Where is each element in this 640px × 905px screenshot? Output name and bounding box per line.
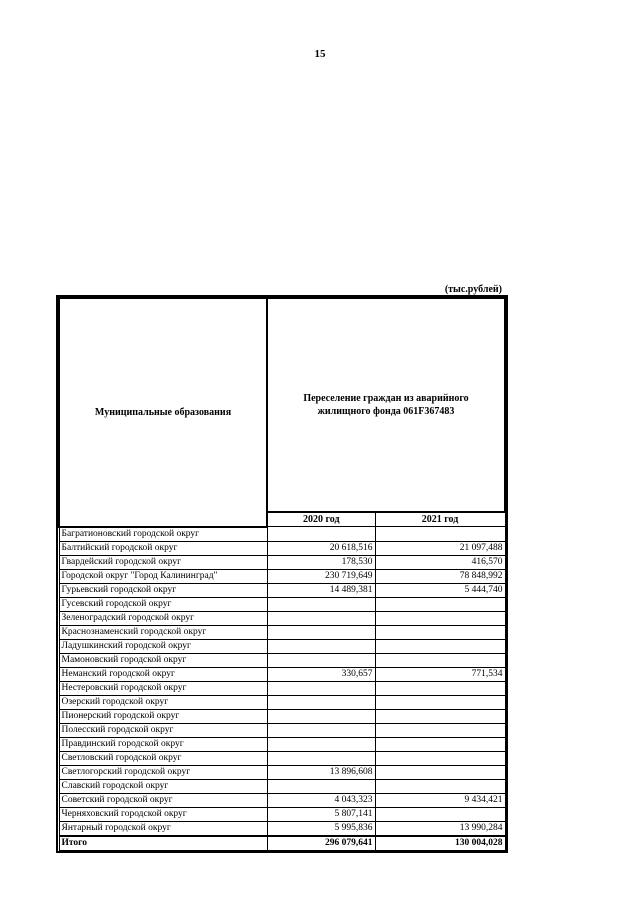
budget-table	[58, 297, 506, 851]
municipality-cell: Пионерский городской округ	[59, 709, 267, 723]
table-row	[59, 541, 505, 555]
header-year-2020: 2020 год	[267, 512, 375, 527]
value-2021-cell	[375, 653, 505, 667]
table-row	[59, 555, 505, 569]
table-row	[59, 611, 505, 625]
value-2020-cell	[267, 723, 375, 737]
value-2021-cell: 9 434,421	[375, 793, 505, 807]
municipality-cell: Зеленоградский городской округ	[59, 611, 267, 625]
value-2021-cell	[375, 779, 505, 793]
value-2021-cell	[375, 765, 505, 779]
municipality-cell: Правдинский городской округ	[59, 737, 267, 751]
value-2021-cell	[375, 723, 505, 737]
value-2020-cell: 5 995,836	[267, 821, 375, 836]
value-2020-cell	[267, 611, 375, 625]
table-row	[59, 583, 505, 597]
value-2021-cell	[375, 625, 505, 639]
municipality-cell: Неманский городской округ	[59, 667, 267, 681]
value-2020-cell: 230 719,649	[267, 569, 375, 583]
municipality-cell: Полесский городской округ	[59, 723, 267, 737]
table-row	[59, 681, 505, 695]
value-2020-cell: 14 489,381	[267, 583, 375, 597]
value-2020-cell	[267, 751, 375, 765]
table-row	[59, 807, 505, 821]
total-row	[59, 836, 505, 851]
value-2020-cell	[267, 639, 375, 653]
table-row	[59, 737, 505, 751]
municipality-cell: Черняховский городской округ	[59, 807, 267, 821]
municipality-cell: Светлогорский городской округ	[59, 765, 267, 779]
header-year-2021: 2021 год	[375, 512, 505, 527]
table-row	[59, 569, 505, 583]
table-row	[59, 639, 505, 653]
table-row	[59, 527, 505, 542]
table-row	[59, 765, 505, 779]
table-row	[59, 821, 505, 836]
value-2020-cell	[267, 681, 375, 695]
table-row	[59, 695, 505, 709]
municipality-cell: Краснознаменский городской округ	[59, 625, 267, 639]
value-2021-cell: 5 444,740	[375, 583, 505, 597]
municipality-cell: Янтарный городской округ	[59, 821, 267, 836]
municipality-cell: Гусевский городской округ	[59, 597, 267, 611]
value-2020-cell: 296 079,641	[267, 836, 375, 851]
municipality-cell: Ладушкинский городской округ	[59, 639, 267, 653]
value-2020-cell: 4 043,323	[267, 793, 375, 807]
municipality-cell: Светловский городской округ	[59, 751, 267, 765]
value-2021-cell	[375, 709, 505, 723]
value-2021-cell	[375, 611, 505, 625]
municipality-cell: Гвардейский городской округ	[59, 555, 267, 569]
value-2020-cell	[267, 625, 375, 639]
table-row	[59, 779, 505, 793]
value-2021-cell: 21 097,488	[375, 541, 505, 555]
value-2020-cell: 20 618,516	[267, 541, 375, 555]
table-row	[59, 597, 505, 611]
value-2020-cell: 5 807,141	[267, 807, 375, 821]
header-program: Переселение граждан из аварийного жилищного фонда 061F367483	[267, 298, 505, 512]
value-2021-cell: 416,570	[375, 555, 505, 569]
municipality-cell: Багратионовский городской округ	[59, 527, 267, 542]
municipality-cell: Мамоновский городской округ	[59, 653, 267, 667]
value-2020-cell	[267, 779, 375, 793]
value-2021-cell: 130 004,028	[375, 836, 505, 851]
units-note: (тыс.рублей)	[444, 284, 502, 295]
value-2021-cell	[375, 527, 505, 542]
value-2020-cell	[267, 653, 375, 667]
budget-table-body	[59, 298, 505, 850]
value-2021-cell	[375, 807, 505, 821]
table-row	[59, 667, 505, 681]
table-row	[59, 625, 505, 639]
value-2020-cell	[267, 695, 375, 709]
municipality-cell: Балтийский городской округ	[59, 541, 267, 555]
value-2021-cell: 78 848,992	[375, 569, 505, 583]
value-2020-cell: 178,530	[267, 555, 375, 569]
table-row	[59, 723, 505, 737]
value-2020-cell: 330,657	[267, 667, 375, 681]
table-row	[59, 751, 505, 765]
table-row	[59, 793, 505, 807]
header-municipality: Муниципальные образования	[59, 298, 267, 527]
municipality-cell: Советский городской округ	[59, 793, 267, 807]
header-row	[59, 298, 505, 512]
value-2020-cell	[267, 737, 375, 751]
value-2021-cell: 13 990,284	[375, 821, 505, 836]
value-2021-cell	[375, 751, 505, 765]
value-2020-cell	[267, 709, 375, 723]
table-row	[59, 653, 505, 667]
municipality-cell: Озерский городской округ	[59, 695, 267, 709]
municipality-cell: Славский городской округ	[59, 779, 267, 793]
municipality-cell: Городской округ "Город Калининград"	[59, 569, 267, 583]
table-row	[59, 709, 505, 723]
value-2020-cell	[267, 527, 375, 542]
value-2020-cell: 13 896,608	[267, 765, 375, 779]
value-2021-cell	[375, 695, 505, 709]
municipality-cell: Нестеровский городской округ	[59, 681, 267, 695]
value-2021-cell: 771,534	[375, 667, 505, 681]
value-2021-cell	[375, 737, 505, 751]
value-2020-cell	[267, 597, 375, 611]
municipality-cell: Гурьевский городской округ	[59, 583, 267, 597]
page-number: 15	[314, 48, 326, 60]
value-2021-cell	[375, 639, 505, 653]
municipality-cell: Итого	[59, 836, 267, 851]
value-2021-cell	[375, 597, 505, 611]
value-2021-cell	[375, 681, 505, 695]
